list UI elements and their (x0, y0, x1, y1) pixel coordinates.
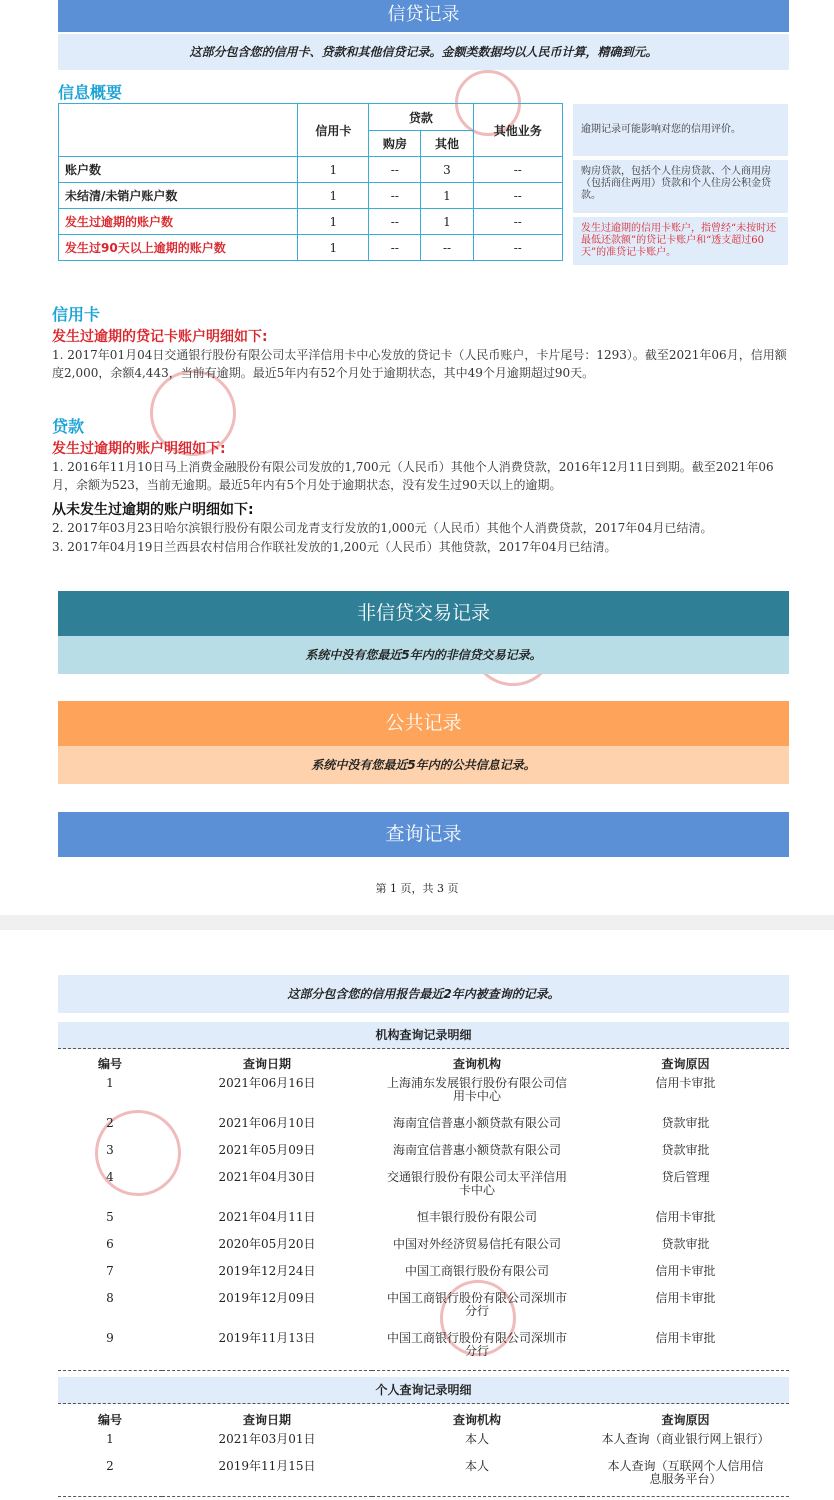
table-row: 3 2021年05月09日 海南宜信普惠小额贷款有限公司 贷款审批 (106, 1143, 710, 1157)
public-title: 公共记录 (385, 712, 462, 734)
col-other-business: 其他业务 (473, 104, 562, 157)
query-section-header (58, 812, 789, 857)
col-housing: 购房 (369, 131, 421, 157)
query-title: 查询记录 (385, 823, 462, 845)
table-row: 9 2019年11月13日 中国工商银行股份有限公司深圳市分行 信用卡审批 (58, 1332, 789, 1370)
note-overdue-card: 发生过逾期的信用卡账户，指曾经“未按时还最低还款额”的贷记卡账户和“透支超过60天”的准贷记卡账户。 (573, 217, 788, 265)
table-row: 6 2020年05月20日 中国对外经济贸易信托有限公司 贷款审批 (106, 1237, 710, 1251)
header-date: 查询日期 (242, 1412, 291, 1427)
header-no: 编号 (97, 1056, 122, 1071)
table-row: 2 2021年06月10日 海南宜信普惠小额贷款有限公司 贷款审批 (106, 1116, 710, 1130)
query-subtitle: 这部分包含您的信用报告最近2年内被查询的记录。 (58, 975, 789, 1013)
org-query-table (58, 1049, 789, 1371)
table-row: 2 2019年11月15日 本人 本人查询（互联网个人信用信息服务平台） (58, 1460, 789, 1496)
header-org: 查询机构 (452, 1056, 501, 1071)
report-page-2 (0, 930, 834, 1500)
public-section-header (58, 701, 789, 746)
table-row: 7 2019年12月24日 中国工商银行股份有限公司 信用卡审批 (106, 1264, 716, 1278)
table-row: 1 2021年06月16日 上海浦东发展银行股份有限公司信用卡中心 信用卡审批 (106, 1076, 716, 1103)
public-subtitle: 系统中没有您最近5年内的公共信息记录。 (58, 746, 789, 784)
table-row: 8 2019年12月09日 中国工商银行股份有限公司深圳市分行 信用卡审批 (106, 1291, 716, 1318)
overview-row: 发生过逾期的账户数 1 -- 1 -- (59, 209, 563, 235)
loan-normal-item: 3. 2017年04月19日兰西县农村信用合作联社发放的1,200元（人民币）其他贷款，2017年04月已结清。 (52, 540, 617, 554)
loan-heading: 贷款 (52, 417, 85, 436)
overview-row: 未结清/未销户账户数 1 -- 1 -- (59, 183, 563, 209)
noncredit-section-header (58, 591, 789, 636)
table-row: 4 2021年04月30日 交通银行股份有限公司太平洋信用卡中心 贷后管理 (106, 1170, 710, 1197)
personal-query-title: 个人查询记录明细 (58, 1377, 789, 1404)
credit-card-item: 1. 2017年01月04日交通银行股份有限公司太平洋信用卡中心发放的贷记卡（人民币账户，卡片尾号：1293）。截至2021年06月，信用额度2,000，余额4,443，当前有逾期。最近5年内有52个月处于逾期状态，其中49个月逾期超过90天。 (52, 348, 787, 380)
header-date: 查询日期 (242, 1056, 291, 1071)
loan-overdue-item: 1. 2016年11月10日马上消费金融股份有限公司发放的1,700元（人民币）其他个人消费贷款，2016年12月11日到期。截至2021年06月，余额为523，当前无逾期。最近5年内有5个月处于逾期状态，没有发生过90天以上的逾期。 (52, 460, 774, 492)
overview-table (58, 103, 563, 261)
note-overdue: 逾期记录可能影响对您的信用评价。 (573, 104, 788, 156)
header-no: 编号 (97, 1412, 122, 1427)
loan-normal-item: 2. 2017年03月23日哈尔滨银行股份有限公司龙青支行发放的1,000元（人民币）其他个人消费贷款，2017年04月已结清。 (52, 521, 713, 535)
loan-overdue-heading: 发生过逾期的账户明细如下: (52, 441, 226, 457)
org-query-title: 机构查询记录明细 (58, 1022, 789, 1049)
credit-section-header (58, 0, 789, 32)
noncredit-title: 非信贷交易记录 (356, 602, 490, 624)
table-row: 1 2021年03月01日 本人 本人查询（商业银行网上银行） (106, 1432, 770, 1446)
table-row: 5 2021年04月11日 恒丰银行股份有限公司 信用卡审批 (106, 1210, 716, 1224)
col-other: 其他 (421, 131, 473, 157)
credit-title: 信贷记录 (387, 4, 460, 25)
noncredit-subtitle: 系统中没有您最近5年内的非信贷交易记录。 (58, 636, 789, 674)
overview-row: 发生过90天以上逾期的账户数 1 -- -- -- (59, 235, 563, 261)
overview-row: 账户数 1 -- 3 -- (59, 157, 563, 183)
note-housing: 购房贷款，包括个人住房贷款、个人商用房（包括商住两用）贷款和个人住房公积金贷款。 (573, 160, 788, 213)
overview-title: 信息概要 (58, 83, 123, 102)
header-reason: 查询原因 (661, 1056, 710, 1071)
credit-card-heading: 信用卡 (52, 305, 101, 324)
personal-query-table (58, 1405, 789, 1497)
col-loan: 贷款 (369, 104, 473, 131)
page-number: 第 1 页，共 3 页 (375, 882, 459, 895)
col-credit-card: 信用卡 (298, 104, 369, 157)
credit-card-overdue-heading: 发生过逾期的贷记卡账户明细如下: (52, 329, 268, 345)
loan-normal-heading: 从未发生过逾期的账户明细如下: (52, 502, 254, 518)
header-org: 查询机构 (452, 1412, 501, 1427)
credit-subtitle: 这部分包含您的信用卡、贷款和其他信贷记录。金额类数据均以人民币计算，精确到元。 (58, 34, 789, 70)
header-reason: 查询原因 (661, 1412, 710, 1427)
